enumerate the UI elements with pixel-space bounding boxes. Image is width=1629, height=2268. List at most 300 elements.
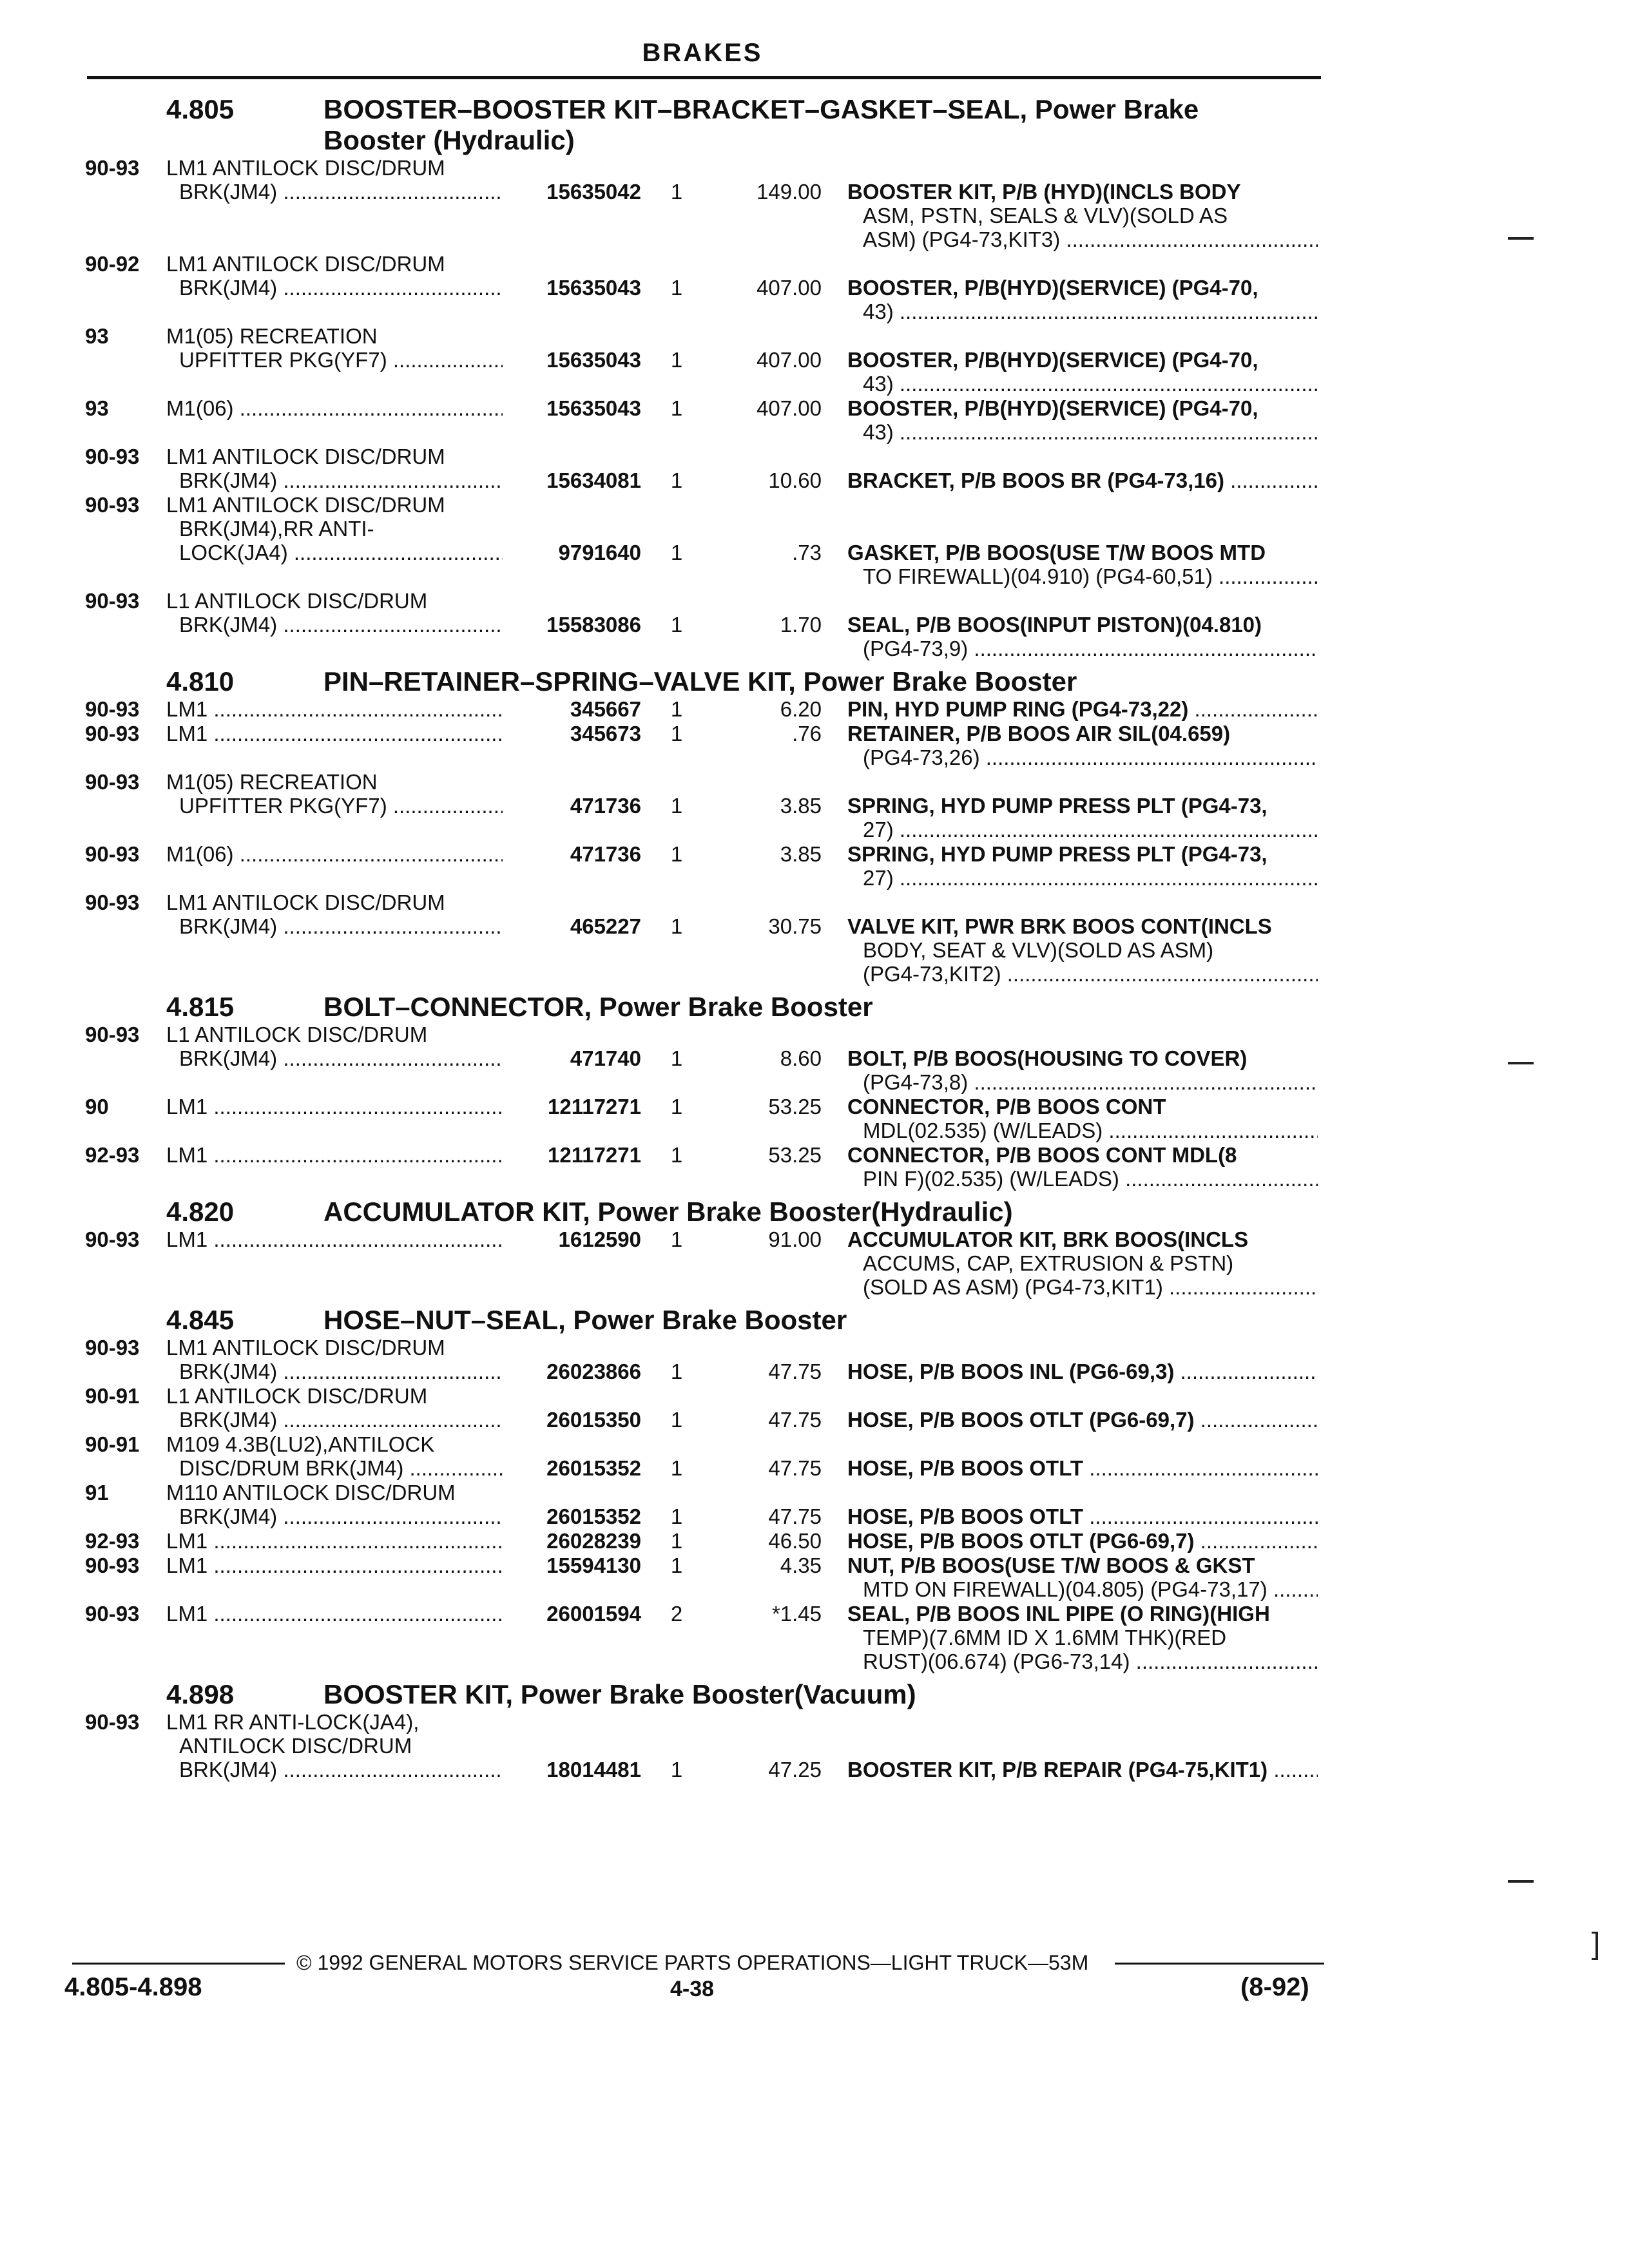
application — [166, 1384, 527, 1432]
header-rule — [87, 76, 1321, 79]
section-heading — [0, 94, 1629, 156]
part-name: CONNECTOR, P/B BOOS CONT MDL(8 — [847, 1143, 1237, 1167]
part-description — [847, 1143, 1318, 1191]
model-years: 90-93 — [85, 722, 140, 745]
application — [166, 1336, 527, 1383]
part-name: BOLT, P/B BOOS(HOUSING TO COVER) — [847, 1046, 1248, 1070]
part-description — [847, 1504, 1318, 1528]
application — [166, 1481, 527, 1528]
section-heading — [0, 1196, 1629, 1227]
part-number: 471736 — [503, 794, 641, 818]
quantity: 1 — [670, 396, 683, 420]
model-years: 90-93 — [85, 445, 140, 468]
quantity: 1 — [670, 1046, 683, 1070]
model-years: 90-93 — [85, 589, 140, 613]
application-line: BRK(JM4) ..... — [166, 180, 527, 204]
model-years: 90-93 — [85, 1023, 140, 1046]
part-name: ACCUMULATOR KIT, BRK BOOS(INCLS — [847, 1227, 1249, 1251]
description-first-line — [847, 541, 1318, 564]
quantity: 1 — [670, 180, 683, 204]
description-first-line — [847, 613, 1318, 637]
part-entry — [0, 1336, 1629, 1384]
part-number: 345667 — [503, 697, 641, 721]
quantity: 1 — [670, 1553, 683, 1577]
section-number: 4.898 — [166, 1679, 235, 1709]
part-description — [847, 1095, 1318, 1142]
price: 1.70 — [780, 613, 822, 637]
part-entry — [0, 1529, 1629, 1553]
quantity: 1 — [670, 1529, 683, 1553]
margin-tick-mark — [1508, 1880, 1534, 1883]
quantity: 1 — [670, 914, 683, 938]
application-line: BRK(JM4) ..... — [166, 1504, 527, 1528]
part-description — [847, 1227, 1318, 1299]
application-line: UPFITTER PKG(YF7) ..... — [166, 794, 527, 818]
application-line: LM1 ..... — [166, 1602, 527, 1626]
price: 47.75 — [768, 1456, 822, 1480]
application-line: L1 ANTILOCK DISC/DRUM — [166, 1023, 428, 1046]
price: 149.00 — [757, 180, 822, 204]
part-entry — [0, 1143, 1629, 1191]
part-description — [847, 1602, 1318, 1673]
part-number: 15583086 — [503, 613, 641, 637]
footer-rule-left — [72, 1963, 285, 1965]
part-description — [847, 276, 1318, 323]
description-line: 27) ..... — [847, 866, 1318, 890]
part-name: SEAL, P/B BOOS(INPUT PISTON)(04.810) — [847, 613, 1262, 637]
part-name: SPRING, HYD PUMP PRESS PLT (PG4-73, — [847, 842, 1268, 866]
description-line: (PG4-73,9) ..... — [847, 637, 1318, 660]
application-line: LM1 ANTILOCK DISC/DRUM — [166, 445, 445, 468]
quantity: 1 — [670, 1227, 683, 1251]
footer-rule-right — [1115, 1963, 1324, 1965]
description-first-line — [847, 697, 1318, 721]
section-number: 4.810 — [166, 666, 235, 697]
part-entry — [0, 890, 1629, 986]
part-entry — [0, 1227, 1629, 1300]
part-description — [847, 1758, 1318, 1782]
application — [166, 396, 527, 420]
application-line: ANTILOCK DISC/DRUM — [179, 1734, 412, 1758]
model-years: 92-93 — [85, 1529, 140, 1553]
quantity: 1 — [670, 1456, 683, 1480]
application-line: LM1 ..... — [166, 1529, 527, 1553]
application — [166, 842, 527, 866]
section-number: 4.815 — [166, 992, 235, 1022]
section-title: BOOSTER–BOOSTER KIT–BRACKET–GASKET–SEAL, Power Brake Booster (Hydraulic) — [323, 94, 1199, 155]
part-number: 15635042 — [503, 180, 641, 204]
application-line: LM1 ANTILOCK DISC/DRUM — [166, 1336, 445, 1360]
model-years: 92-93 — [85, 1143, 140, 1167]
section-title: PIN–RETAINER–SPRING–VALVE KIT, Power Brake Booster — [323, 666, 1077, 697]
quantity: 1 — [670, 348, 683, 372]
description-line: ASM, PSTN, SEALS & VLV)(SOLD AS — [863, 204, 1228, 227]
page-header-title: BRAKES — [642, 39, 763, 67]
description-first-line — [847, 396, 1318, 420]
part-description — [847, 1046, 1318, 1094]
quantity: 1 — [670, 1143, 683, 1167]
part-number: 15634081 — [503, 468, 641, 492]
part-description — [847, 180, 1318, 251]
part-description — [847, 794, 1318, 841]
application — [166, 1095, 527, 1119]
description-first-line — [847, 1227, 1318, 1251]
application-line: LM1 ..... — [166, 722, 527, 745]
model-years: 90-93 — [85, 1336, 140, 1360]
description-first-line — [847, 1553, 1318, 1577]
quantity: 1 — [670, 1758, 683, 1782]
part-entry — [0, 1481, 1629, 1529]
section-heading — [0, 666, 1629, 697]
model-years: 90-93 — [85, 493, 140, 517]
application-line: LM1 ANTILOCK DISC/DRUM — [166, 156, 445, 180]
part-entry — [0, 1023, 1629, 1095]
description-first-line — [847, 180, 1318, 204]
model-years: 90-93 — [85, 1602, 140, 1626]
price: 47.75 — [768, 1360, 822, 1383]
part-entry — [0, 1710, 1629, 1782]
part-name: BOOSTER KIT, P/B REPAIR (PG4-75,KIT1) — [847, 1758, 1268, 1782]
application-line: LM1 ..... — [166, 1553, 527, 1577]
part-name: VALVE KIT, PWR BRK BOOS CONT(INCLS — [847, 914, 1272, 938]
part-description — [847, 697, 1318, 721]
application — [166, 697, 527, 721]
application — [166, 722, 527, 745]
application — [166, 156, 527, 204]
price: 30.75 — [768, 914, 822, 938]
quantity: 1 — [670, 1408, 683, 1432]
description-line: (PG4-73,26) ..... — [847, 745, 1318, 769]
application-line: LM1 ANTILOCK DISC/DRUM — [166, 252, 445, 276]
quantity: 1 — [670, 613, 683, 637]
application-line: M1(05) RECREATION — [166, 770, 378, 794]
application-line: LM1 ANTILOCK DISC/DRUM — [166, 493, 445, 517]
part-entry — [0, 1095, 1629, 1143]
part-number: 26015352 — [503, 1456, 641, 1480]
application-line: BRK(JM4) ..... — [166, 468, 527, 492]
part-entry — [0, 493, 1629, 589]
application-line: UPFITTER PKG(YF7) ..... — [166, 348, 527, 372]
application-line: LM1 ..... — [166, 1143, 527, 1167]
part-number: 26015350 — [503, 1408, 641, 1432]
quantity: 1 — [670, 276, 683, 300]
price: 6.20 — [780, 697, 822, 721]
part-description — [847, 842, 1318, 890]
application-line: M109 4.3B(LU2),ANTILOCK — [166, 1432, 435, 1456]
part-entry — [0, 252, 1629, 324]
description-line: ACCUMS, CAP, EXTRUSION & PSTN) — [863, 1251, 1234, 1275]
application-line: BRK(JM4) ..... — [166, 1046, 527, 1070]
price: 8.60 — [780, 1046, 822, 1070]
part-description — [847, 468, 1318, 492]
footer-copyright: © 1992 GENERAL MOTORS SERVICE PARTS OPERATIONS—LIGHT TRUCK—53M — [296, 1951, 1089, 1974]
quantity: 1 — [670, 468, 683, 492]
description-first-line — [847, 1360, 1318, 1383]
description-line: 27) ..... — [847, 818, 1318, 841]
application — [166, 324, 527, 372]
application-line: L1 ANTILOCK DISC/DRUM — [166, 589, 428, 613]
description-line: 43) ..... — [847, 372, 1318, 396]
application — [166, 1710, 527, 1782]
part-entry — [0, 1432, 1629, 1481]
application — [166, 1023, 527, 1070]
description-line: (PG4-73,8) ..... — [847, 1070, 1318, 1094]
part-description — [847, 1553, 1318, 1601]
footer-section-range: 4.805-4.898 — [64, 1973, 202, 2001]
application — [166, 1227, 527, 1251]
part-name: BOOSTER KIT, P/B (HYD)(INCLS BODY — [847, 180, 1241, 204]
part-entry — [0, 770, 1629, 842]
description-line: (PG4-73,KIT2) ..... — [847, 962, 1318, 986]
part-number: 15635043 — [503, 348, 641, 372]
section-title: ACCUMULATOR KIT, Power Brake Booster(Hydraulic) — [323, 1196, 1013, 1227]
model-years: 90-91 — [85, 1432, 140, 1456]
description-first-line — [847, 1095, 1318, 1119]
parts-listing — [0, 89, 1629, 1782]
application — [166, 1432, 527, 1480]
part-name: SEAL, P/B BOOS INL PIPE (O RING)(HIGH — [847, 1602, 1270, 1626]
description-first-line — [847, 348, 1318, 372]
quantity: 2 — [670, 1602, 683, 1626]
part-entry — [0, 697, 1629, 722]
description-line: BODY, SEAT & VLV)(SOLD AS ASM) — [863, 938, 1214, 962]
price: .73 — [792, 541, 822, 564]
application — [166, 1143, 527, 1167]
description-line: 43) ..... — [847, 420, 1318, 444]
model-years: 90-93 — [85, 1710, 140, 1734]
description-line: MDL(02.535) (W/LEADS) ..... — [847, 1119, 1318, 1142]
part-name: HOSE, P/B BOOS OTLT — [847, 1456, 1084, 1480]
description-first-line — [847, 1504, 1318, 1528]
application-line: BRK(JM4) ..... — [166, 914, 527, 938]
application — [166, 1553, 527, 1577]
model-years: 93 — [85, 396, 109, 420]
part-description — [847, 541, 1318, 588]
application — [166, 445, 527, 492]
model-years: 90-93 — [85, 770, 140, 794]
description-first-line — [847, 914, 1318, 938]
model-years: 90-93 — [85, 697, 140, 721]
price: 10.60 — [768, 468, 822, 492]
part-number: 18014481 — [503, 1758, 641, 1782]
part-name: PIN, HYD PUMP RING (PG4-73,22) — [847, 697, 1189, 721]
section-heading — [0, 1679, 1629, 1710]
description-first-line — [847, 1046, 1318, 1070]
description-line: (SOLD AS ASM) (PG4-73,KIT1) ..... — [847, 1275, 1318, 1299]
application-line: M110 ANTILOCK DISC/DRUM — [166, 1481, 456, 1504]
section-heading — [0, 1305, 1629, 1336]
description-first-line — [847, 276, 1318, 300]
description-line: ASM) (PG4-73,KIT3) ..... — [847, 227, 1318, 251]
application — [166, 589, 527, 637]
section-title: HOSE–NUT–SEAL, Power Brake Booster — [323, 1305, 847, 1335]
part-name: HOSE, P/B BOOS OTLT (PG6-69,7) — [847, 1529, 1195, 1553]
application-line: BRK(JM4),RR ANTI- — [179, 517, 374, 541]
application — [166, 890, 527, 938]
description-first-line — [847, 1529, 1318, 1553]
application-line: LM1 ANTILOCK DISC/DRUM — [166, 890, 445, 914]
application-line: LM1 ..... — [166, 697, 527, 721]
application-line: BRK(JM4) ..... — [166, 1360, 527, 1383]
description-first-line — [847, 1143, 1318, 1167]
model-years: 90-93 — [85, 156, 140, 180]
description-first-line — [847, 1456, 1318, 1480]
application-line: L1 ANTILOCK DISC/DRUM — [166, 1384, 428, 1408]
part-number: 465227 — [503, 914, 641, 938]
part-number: 26023866 — [503, 1360, 641, 1383]
model-years: 90-93 — [85, 842, 140, 866]
application-line: LM1 RR ANTI-LOCK(JA4), — [166, 1710, 419, 1734]
part-name: GASKET, P/B BOOS(USE T/W BOOS MTD — [847, 541, 1266, 564]
price: 3.85 — [780, 794, 822, 818]
description-line: TEMP)(7.6MM ID X 1.6MM THK)(RED — [863, 1626, 1227, 1649]
description-first-line — [847, 842, 1318, 866]
part-number: 26015352 — [503, 1504, 641, 1528]
part-number: 15635043 — [503, 396, 641, 420]
quantity: 1 — [670, 697, 683, 721]
quantity: 1 — [670, 794, 683, 818]
price: 53.25 — [768, 1095, 822, 1119]
model-years: 90 — [85, 1095, 109, 1119]
price: 407.00 — [757, 396, 822, 420]
part-entry — [0, 156, 1629, 252]
part-number: 15635043 — [503, 276, 641, 300]
description-line: MTD ON FIREWALL)(04.805) (PG4-73,17) ..... — [847, 1577, 1318, 1601]
application-line: LM1 ..... — [166, 1095, 527, 1119]
part-number: 15594130 — [503, 1553, 641, 1577]
description-line: 43) ..... — [847, 300, 1318, 323]
part-entry — [0, 396, 1629, 445]
part-name: HOSE, P/B BOOS INL (PG6-69,3) — [847, 1360, 1175, 1383]
part-entry — [0, 1384, 1629, 1432]
price: 53.25 — [768, 1143, 822, 1167]
section-number: 4.845 — [166, 1305, 235, 1335]
part-number: 345673 — [503, 722, 641, 745]
footer-revision-date: (8-92) — [1240, 1973, 1309, 2001]
model-years: 90-91 — [85, 1384, 140, 1408]
quantity: 1 — [670, 842, 683, 866]
section-number: 4.820 — [166, 1196, 235, 1227]
part-name: BOOSTER, P/B(HYD)(SERVICE) (PG4-70, — [847, 348, 1258, 372]
price: 407.00 — [757, 276, 822, 300]
price: 407.00 — [757, 348, 822, 372]
model-years: 91 — [85, 1481, 109, 1504]
price: 3.85 — [780, 842, 822, 866]
footer-page-number: 4-38 — [670, 1977, 715, 2001]
part-entry — [0, 324, 1629, 396]
price: 46.50 — [768, 1529, 822, 1553]
part-description — [847, 722, 1318, 769]
part-name: HOSE, P/B BOOS OTLT (PG6-69,7) — [847, 1408, 1195, 1432]
part-description — [847, 1408, 1318, 1432]
part-entry — [0, 722, 1629, 770]
price: 91.00 — [768, 1227, 822, 1251]
section-title: BOOSTER KIT, Power Brake Booster(Vacuum) — [323, 1679, 916, 1709]
part-name: BOOSTER, P/B(HYD)(SERVICE) (PG4-70, — [847, 276, 1258, 300]
part-number: 26028239 — [503, 1529, 641, 1553]
section-heading — [0, 992, 1629, 1023]
quantity: 1 — [670, 722, 683, 745]
application — [166, 1602, 527, 1626]
part-description — [847, 1360, 1318, 1383]
part-name: BRACKET, P/B BOOS BR (PG4-73,16) — [847, 468, 1224, 492]
part-number: 26001594 — [503, 1602, 641, 1626]
application-line: BRK(JM4) ..... — [166, 613, 527, 637]
application-line: DISC/DRUM BRK(JM4) ..... — [166, 1456, 527, 1480]
margin-tick-mark — [1508, 237, 1534, 240]
part-number: 471740 — [503, 1046, 641, 1070]
application-line: LOCK(JA4) ..... — [166, 541, 527, 564]
part-entry — [0, 589, 1629, 661]
quantity: 1 — [670, 1360, 683, 1383]
application-line: M1(05) RECREATION — [166, 324, 378, 348]
part-name: BOOSTER, P/B(HYD)(SERVICE) (PG4-70, — [847, 396, 1258, 420]
part-name: CONNECTOR, P/B BOOS CONT — [847, 1095, 1166, 1119]
part-description — [847, 613, 1318, 660]
price: 4.35 — [780, 1553, 822, 1577]
model-years: 93 — [85, 324, 109, 348]
application-line: LM1 ..... — [166, 1227, 527, 1251]
model-years: 90-92 — [85, 252, 140, 276]
margin-tick-mark — [1508, 1062, 1534, 1064]
part-name: NUT, P/B BOOS(USE T/W BOOS & GKST — [847, 1553, 1255, 1577]
price: *1.45 — [771, 1602, 822, 1626]
part-entry — [0, 445, 1629, 493]
price: 47.75 — [768, 1408, 822, 1432]
model-years: 90-93 — [85, 890, 140, 914]
part-name: HOSE, P/B BOOS OTLT — [847, 1504, 1084, 1528]
part-entry — [0, 1602, 1629, 1674]
model-years: 90-93 — [85, 1227, 140, 1251]
description-first-line — [847, 794, 1318, 818]
application-line: BRK(JM4) ..... — [166, 1408, 527, 1432]
part-entry — [0, 842, 1629, 890]
application — [166, 1529, 527, 1553]
part-description — [847, 348, 1318, 396]
description-line: PIN F)(02.535) (W/LEADS) ..... — [847, 1167, 1318, 1191]
description-line: RUST)(06.674) (PG6-73,14) ..... — [847, 1649, 1318, 1673]
application — [166, 493, 527, 564]
part-number: 12117271 — [503, 1143, 641, 1167]
part-name: SPRING, HYD PUMP PRESS PLT (PG4-73, — [847, 794, 1268, 818]
price: .76 — [792, 722, 822, 745]
part-entry — [0, 1553, 1629, 1602]
application-line: BRK(JM4) ..... — [166, 1758, 527, 1782]
part-description — [847, 1456, 1318, 1480]
application — [166, 252, 527, 300]
price: 47.25 — [768, 1758, 822, 1782]
part-number: 12117271 — [503, 1095, 641, 1119]
part-number: 471736 — [503, 842, 641, 866]
section-number: 4.805 — [166, 94, 235, 124]
quantity: 1 — [670, 1095, 683, 1119]
description-first-line — [847, 1408, 1318, 1432]
application — [166, 770, 527, 818]
part-number: 1612590 — [503, 1227, 641, 1251]
description-first-line — [847, 1758, 1318, 1782]
description-first-line — [847, 468, 1318, 492]
application-line: M1(06) ..... — [166, 842, 527, 866]
price: 47.75 — [768, 1504, 822, 1528]
margin-bracket-mark — [1592, 1932, 1598, 1960]
part-description — [847, 1529, 1318, 1553]
quantity: 1 — [670, 1504, 683, 1528]
quantity: 1 — [670, 541, 683, 564]
section-title: BOLT–CONNECTOR, Power Brake Booster — [323, 992, 873, 1022]
application-line: BRK(JM4) ..... — [166, 276, 527, 300]
description-line: TO FIREWALL)(04.910) (PG4-60,51) ..... — [847, 564, 1318, 588]
part-name: RETAINER, P/B BOOS AIR SIL(04.659) — [847, 722, 1231, 745]
